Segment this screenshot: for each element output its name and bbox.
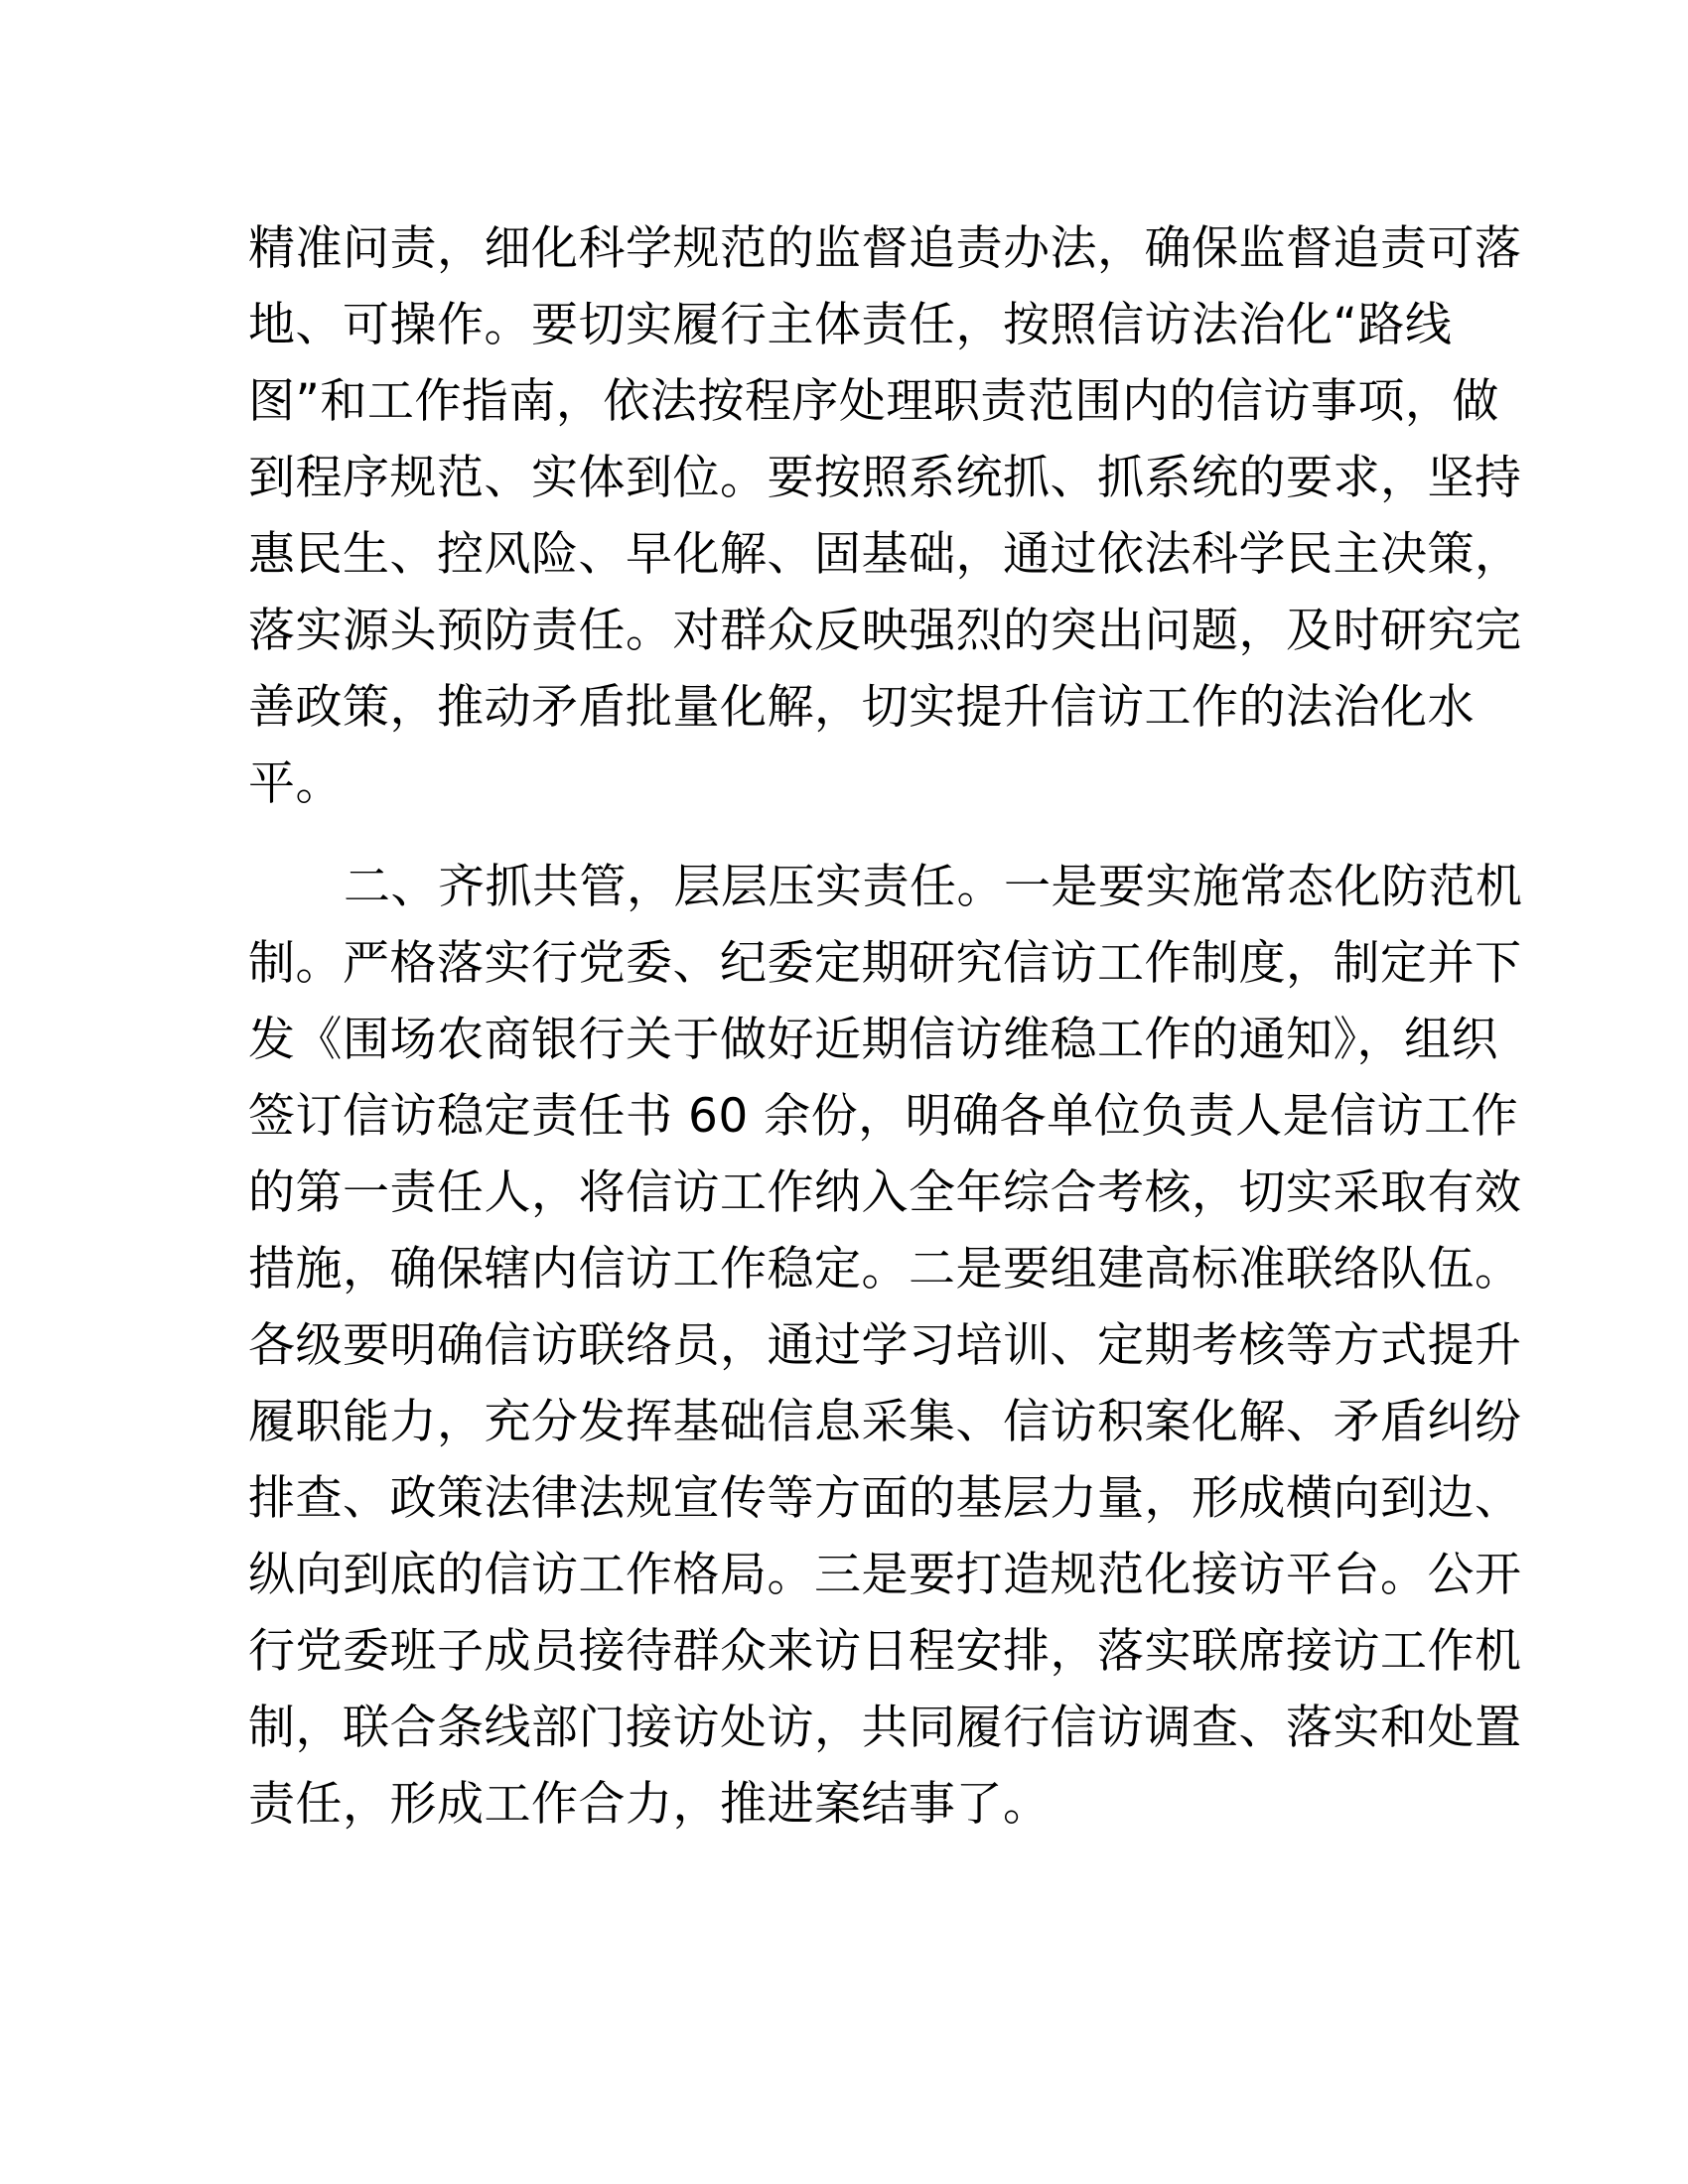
text-line: 排查、政策法律法规宣传等方面的基层力量，形成横向到边、 (248, 1471, 1522, 1526)
text-line: 落实源头预防责任。对群众反映强烈的突出问题，及时研究完 (248, 604, 1522, 658)
text-line: 措施，确保辖内信访工作稳定。二是要组建高标准联络队伍。 (248, 1242, 1522, 1297)
text-line: 各级要明确信访联络员，通过学习培训、定期考核等方式提升 (248, 1318, 1522, 1373)
text-line: 惠民生、控风险、早化解、固基础，通过依法科学民主决策， (248, 527, 1522, 582)
text-line: 善政策，推动矛盾批量化解，切实提升信访工作的法治化水 (248, 680, 1475, 735)
text-line: 地、可操作。要切实履行主体责任，按照信访法治化“路线 (248, 298, 1453, 352)
text-line: 履职能力，充分发挥基础信息采集、信访积案化解、矛盾纠纷 (248, 1395, 1522, 1449)
text-line: 发《围场农商银行关于做好近期信访维稳工作的通知》，组织 (248, 1013, 1498, 1067)
text-line: 行党委班子成员接待群众来访日程安排，落实联席接访工作机 (248, 1624, 1522, 1679)
text-line: 平。 (248, 756, 343, 811)
text-line: 到程序规范、实体到位。要按照系统抓、抓系统的要求，坚持 (248, 451, 1522, 505)
text-line: 精准问责，细化科学规范的监督追责办法，确保监督追责可落 (248, 221, 1522, 276)
text-line: 签订信访稳定责任书 60 余份，明确各单位负责人是信访工作 (248, 1089, 1519, 1144)
section-heading-line: 二、齐抓共管，层层压实责任。一是要实施常态化防范机 (344, 860, 1523, 914)
paragraph-section-two (248, 849, 1523, 1843)
text-line: 纵向到底的信访工作格局。三是要打造规范化接访平台。公开 (248, 1548, 1522, 1602)
document-page (248, 210, 1523, 1843)
text-line: 责任，形成工作合力，推进案结事了。 (248, 1777, 1051, 1832)
paragraph-accountability-continued (248, 210, 1522, 822)
text-line: 制，联合条线部门接访处访，共同履行信访调查、落实和处置 (248, 1701, 1522, 1755)
text-line: 制。严格落实行党委、纪委定期研究信访工作制度，制定并下 (248, 936, 1522, 991)
text-line: 图”和工作指南，依法按程序处理职责范围内的信访事项，做 (248, 374, 1499, 429)
text-line: 的第一责任人，将信访工作纳入全年综合考核，切实采取有效 (248, 1165, 1522, 1220)
